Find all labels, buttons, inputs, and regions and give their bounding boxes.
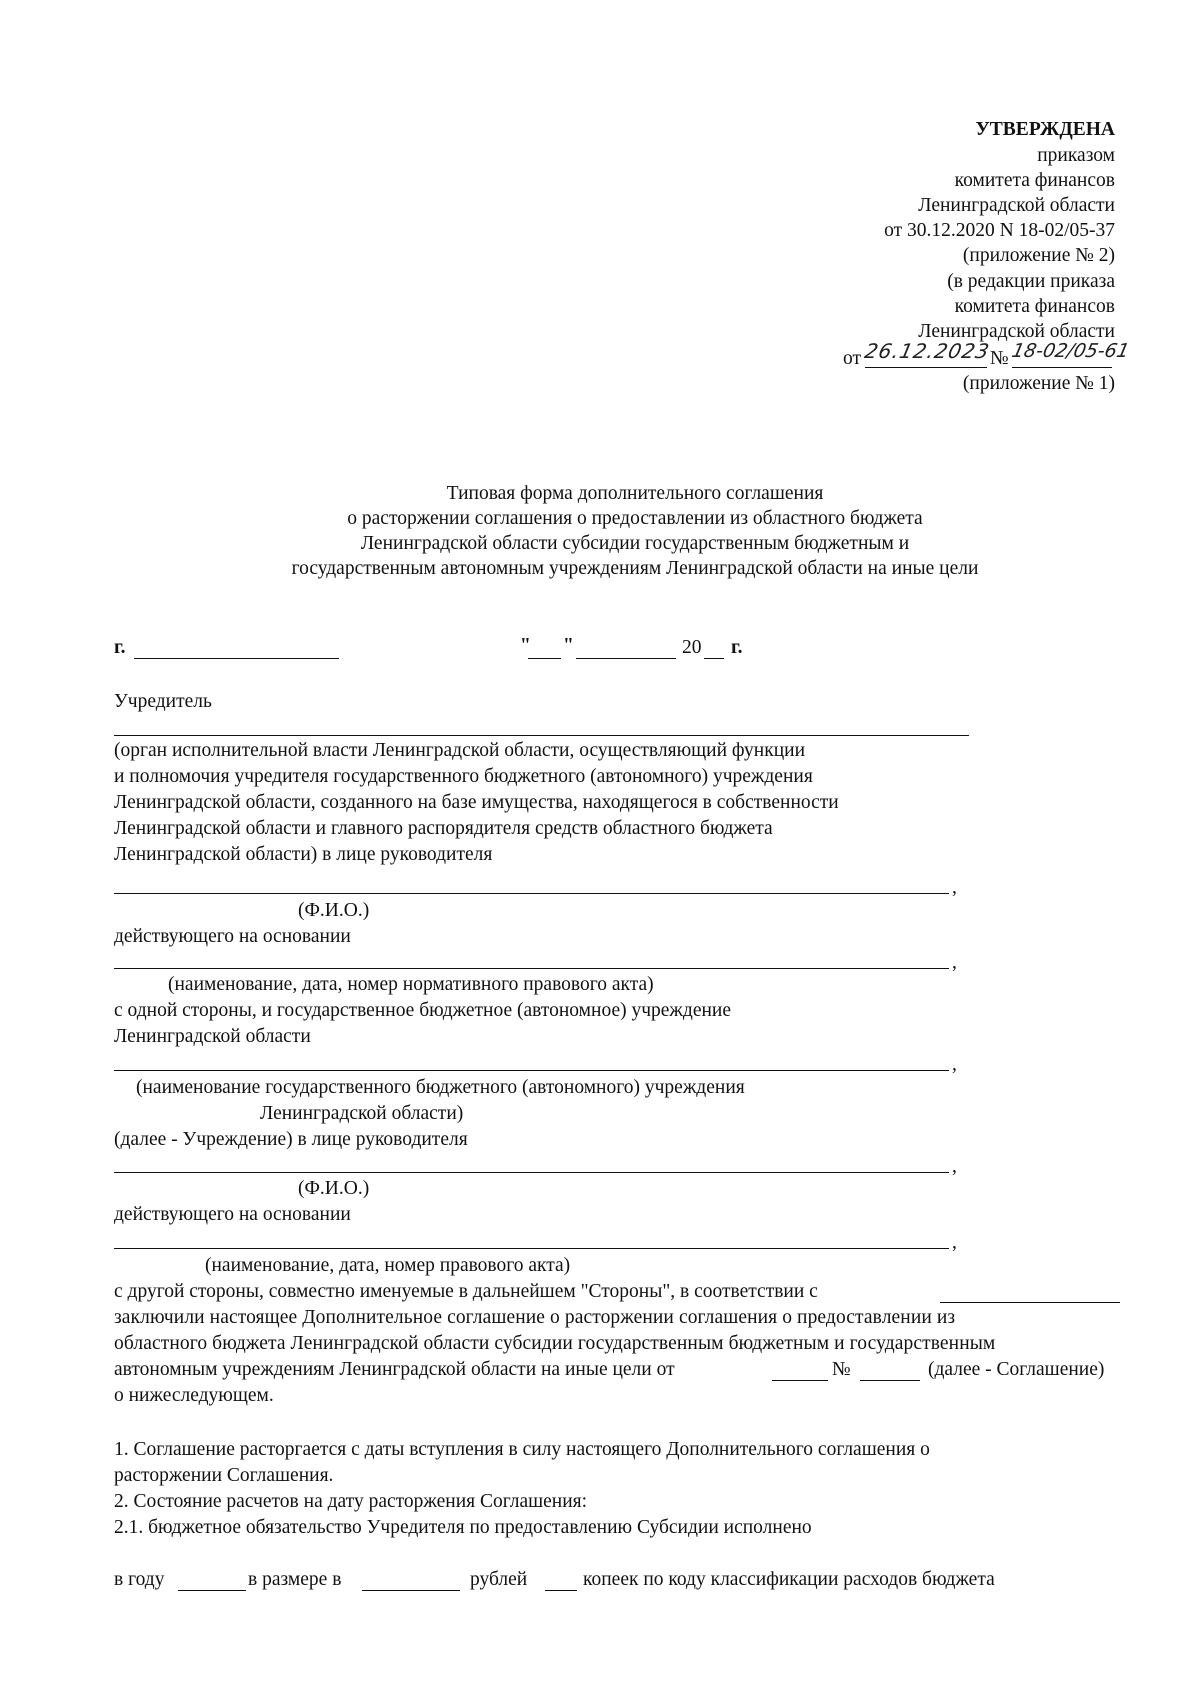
founder-note-line: Ленинградской области и главного распорядителя средств областного бюджета [114, 818, 773, 839]
approval-line: от 30.12.2020 N 18-02/05-37 [884, 220, 1115, 241]
approval-line: (приложение № 2) [962, 245, 1115, 266]
item-2-1: 2.1. бюджетное обязательство Учредителя по предоставлению Субсидии исполнено [114, 1517, 812, 1538]
comma: , [952, 1054, 957, 1075]
item-2: 2. Состояние расчетов на дату расторжения Соглашения: [114, 1491, 588, 1512]
quote-open: " [520, 635, 531, 656]
approval-line: Ленинградской области [918, 195, 1115, 216]
para-line: о нижеследующем. [114, 1385, 274, 1406]
para-line: заключили настоящее Дополнительное соглашение о расторжении соглашения о предоставлении из [114, 1307, 956, 1328]
len-obl-text: Ленинградской области [114, 1026, 311, 1047]
year-field-blank [178, 1590, 246, 1591]
day-blank [528, 658, 561, 659]
approval-heading: УТВЕРЖДЕНА [975, 119, 1115, 140]
fio-note: (Ф.И.О.) [298, 900, 370, 921]
para-number-sign: № [832, 1359, 851, 1380]
comma: , [952, 952, 957, 973]
doc-title-line: государственным автономным учреждениям Ленинградской области на иные цели [291, 558, 979, 579]
comma: , [952, 1232, 957, 1253]
doc-title-line: Ленинградской области субсидии государственным бюджетным и [360, 533, 910, 554]
para-line: областного бюджета Ленинградской области субсидии государственным бюджетным и государственным [114, 1333, 996, 1354]
acting-label: действующего на основании [114, 1204, 351, 1225]
institution-blank [114, 1070, 949, 1071]
normative-note: (наименование, дата, номер нормативного правового акта) [168, 974, 654, 995]
para-line: автономным учреждениям Ленинградской области на иные цели от [114, 1359, 675, 1380]
city-prefix: г. [114, 637, 126, 658]
last-kop: копеек по коду классификации расходов бюджета [583, 1569, 995, 1590]
doc-title-line: Типовая форма дополнительного соглашения [446, 483, 824, 504]
last-in-year: в году [114, 1569, 165, 1590]
fio-note: (Ф.И.О.) [298, 1178, 370, 1199]
comma: , [952, 877, 957, 898]
founder-label: Учредитель [114, 691, 212, 712]
year-suffix: г. [731, 637, 743, 658]
last-rub: рублей [470, 1569, 528, 1590]
founder-head-blank [114, 893, 949, 894]
month-blank [576, 658, 676, 659]
approval-line: комитета финансов [954, 296, 1115, 317]
approval-line: (в редакции приказа [947, 271, 1115, 292]
approval-number-sign: № [990, 348, 1009, 369]
one-side-text: с одной стороны, и государственное бюджетное (автономное) учреждение [114, 1000, 732, 1021]
founder-note-line: (орган исполнительной власти Ленинградской области, осуществляющий функции [114, 740, 806, 761]
approval-line: Ленинградской области [918, 321, 1115, 342]
kop-blank [545, 1590, 577, 1591]
legal-act-blank [114, 1248, 949, 1249]
institution-head-text: (далее - Учреждение) в лице руководителя [114, 1129, 468, 1150]
institution-note: (наименование государственного бюджетного (автономного) учреждения [136, 1077, 745, 1098]
para-line: с другой стороны, совместно именуемые в дальнейшем "Стороны", в соответствии с [114, 1281, 818, 1302]
founder-note-line: и полномочия учредителя государственного бюджетного (автономного) учреждения [114, 766, 813, 787]
item-1-line: 1. Соглашение расторгается с даты вступления в силу настоящего Дополнительного соглашения о [114, 1439, 930, 1460]
agreement-date-blank [772, 1380, 828, 1381]
founder-blank [114, 735, 969, 736]
founder-note-line: Ленинградской области, созданного на базе имущества, находящегося в собственности [114, 792, 839, 813]
agreement-number-blank [860, 1380, 920, 1381]
item-1-line: расторжении Соглашения. [114, 1465, 334, 1486]
doc-title-line: о расторжении соглашения о предоставлении из областного бюджета [347, 508, 923, 529]
amount-blank [362, 1590, 460, 1591]
handwritten-date: 26.12.2023 [862, 339, 993, 363]
approval-line: комитета финансов [954, 170, 1115, 191]
acting-label: действующего на основании [114, 926, 351, 947]
year-prefix: 20 [682, 637, 702, 658]
number-underline [1012, 367, 1112, 368]
city-blank [134, 658, 339, 659]
approval-line: (приложение № 1) [962, 373, 1115, 394]
year-blank [704, 658, 724, 659]
quote-close: " [563, 635, 574, 656]
para-line: (далее - Соглашение) [928, 1359, 1105, 1380]
founder-note-line: Ленинградской области) в лице руководителя [114, 844, 493, 865]
institution-note: Ленинградской области) [260, 1103, 464, 1124]
last-amount: в размере в [248, 1569, 342, 1590]
handwritten-number: 18-02/05-61 [1009, 340, 1132, 362]
approval-ot-prefix: от [843, 348, 862, 369]
comma: , [952, 1156, 957, 1177]
legal-basis-blank [940, 1302, 1120, 1303]
institution-head-blank [114, 1172, 949, 1173]
approval-line: приказом [1037, 145, 1115, 166]
normative-blank [114, 968, 949, 969]
date-underline [865, 367, 987, 368]
legal-act-note: (наименование, дата, номер правового акта) [205, 1255, 571, 1276]
